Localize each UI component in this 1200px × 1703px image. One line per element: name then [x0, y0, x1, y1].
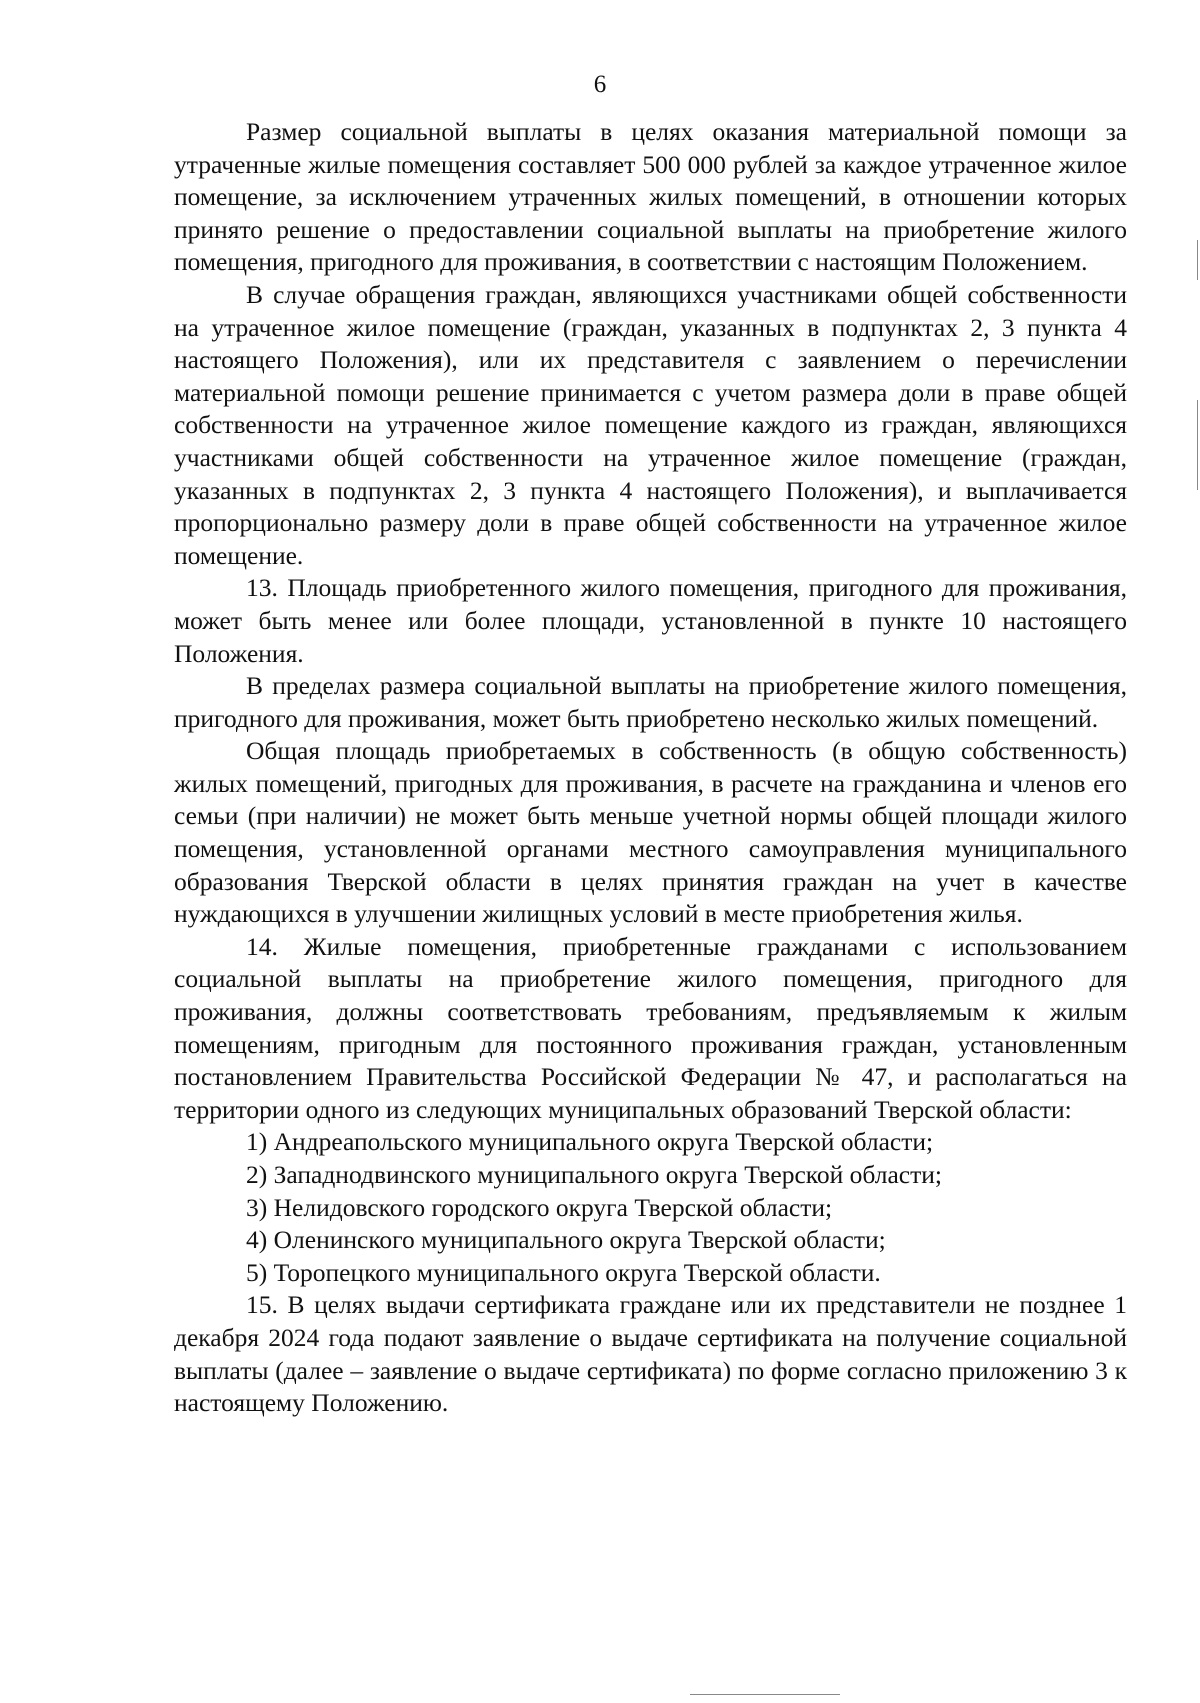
list-item-toropets: 5) Торопецкого муниципального округа Тверской области. [246, 1257, 881, 1287]
list-item-olenino: 4) Оленинского муниципального округа Тверской области; [246, 1225, 886, 1255]
list-item-zapadnaya-dvina: 2) Западнодвинского муниципального округа Тверской области; [246, 1160, 942, 1189]
paragraph-social-payment-size: Размер социальной выплаты в целях оказания материальной помощи за утраченные жилые помещения составляет 500 000 рублей за каждое утраченное жилое помещение, за исключением утраченных жилых помещений, в отношении которых принято решение о предоставлении социальной выплаты на приобретение жилого помещения, пригодного для проживания, в соответствии с настоящим Положением. [174, 117, 1127, 277]
paragraph-item-14: 14. Жилые помещения, приобретенные гражданами с использованием социальной выплаты на приобретение жилого помещения, пригодного для проживания, должны соответствовать требованиям, предъявляемым к жилым помещениям, пригодным для постоянного проживания граждан, установленным постановлением Правительства Российской Федерации № 47, и располагаться на территории одного из следующих муниципальных образований Тверской области: [174, 931, 1127, 1124]
paragraph-item-15: 15. В целях выдачи сертификата граждане или их представители не позднее 1 декабря 2024 года подают заявление о выдаче сертификата на получение социальной выплаты (далее – заявление о выдаче сертификата) по форме согласно приложению 3 к настоящему Положению. [174, 1290, 1127, 1418]
list-item-andreapol: 1) Андреапольского муниципального округа Тверской области; [246, 1127, 934, 1157]
scan-edge-mark [1197, 240, 1198, 280]
document-body [174, 116, 1127, 1420]
paragraph-multiple-dwellings: В пределах размера социальной выплаты на приобретение жилого помещения, пригодного для проживания, может быть приобретено несколько жилых помещений. [174, 671, 1127, 733]
paragraph-item-13: 13. Площадь приобретенного жилого помещения, пригодного для проживания, может быть менее или более площади, установленной в пункте 10 настоящего Положения. [174, 573, 1127, 668]
paragraph-shared-ownership: В случае обращения граждан, являющихся участниками общей собственности на утраченное жилое помещение (граждан, указанных в подпунктах 2, 3 пункта 4 настоящего Положения), или их представителя с заявлением о перечислении материальной помощи решение принимается с учетом размера доли в праве общей собственности на утраченное жилое помещение каждого из граждан, являющихся участниками общей собственности на утраченное жилое помещение (граждан, указанных в подпунктах 2, 3 пункта 4 настоящего Положения), и выплачивается пропорционально размеру доли в праве общей собственности на утраченное жилое помещение. [174, 279, 1127, 570]
scan-edge-mark [690, 1694, 840, 1695]
paragraph-total-area: Общая площадь приобретаемых в собственность (в общую собственность) жилых помещений, пригодных для проживания, в расчете на гражданина и членов его семьи (при наличии) не может быть меньше учетной нормы общей площади жилого помещения, установленной органами местного самоуправления муниципального образования Тверской области в целях принятия граждан на учет в качестве нуждающихся в улучшении жилищных условий в месте приобретения жилья. [174, 736, 1127, 929]
list-item-nelidovo: 3) Нелидовского городского округа Тверской области; [246, 1192, 833, 1222]
scan-edge-mark [1197, 400, 1198, 490]
page-number: 6 [593, 71, 607, 98]
